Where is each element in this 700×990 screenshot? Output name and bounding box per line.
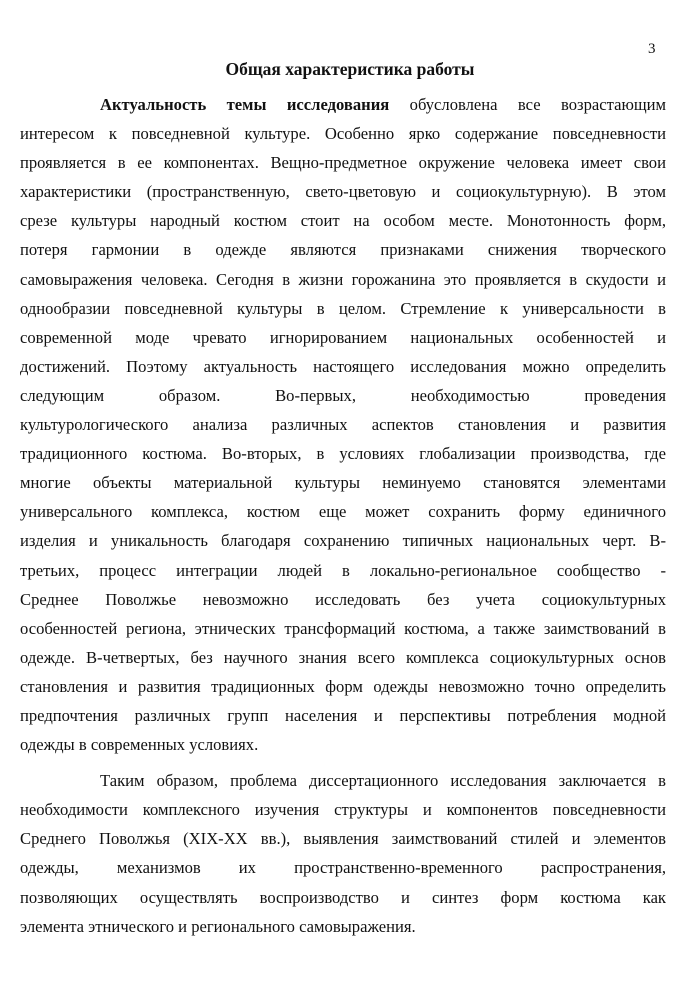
line-text: многие объекты материальной культуры неминуемо становятся элементами xyxy=(20,473,666,493)
page-title: Общая характеристика работы xyxy=(225,59,475,79)
line-text: следующим образом. Во-первых, необходимостью проведения xyxy=(20,385,666,405)
page-number: 3 xyxy=(648,41,656,57)
text-line xyxy=(20,119,666,148)
text-line xyxy=(20,672,666,701)
text-line xyxy=(20,439,666,468)
line-text: достижений. Поэтому актуальность настоящего исследования можно определить xyxy=(20,356,666,376)
text-line xyxy=(20,148,666,177)
line-text: современной моде чревато игнорированием национальных особенностей и xyxy=(20,327,666,347)
text-line xyxy=(20,468,666,497)
text-line xyxy=(20,853,666,882)
paragraph-lead: Актуальность темы исследования xyxy=(100,95,390,114)
text-line xyxy=(20,526,666,555)
line-text: проявляется в ее компонентах. Вещно-предметное окружение человека имеет свои xyxy=(20,153,666,173)
line-text: срезе культуры народный костюм стоит на особом месте. Монотонность форм, xyxy=(20,211,666,231)
line-text: Среднее Поволжье невозможно исследовать без учета социокультурных xyxy=(20,589,666,609)
line-text: Среднего Поволжья (XIX-XX вв.), выявления заимствований стилей и элементов xyxy=(20,829,666,849)
text-line xyxy=(20,643,666,672)
body-text xyxy=(20,90,666,941)
line-text: обусловлена все возрастающим xyxy=(409,95,666,114)
line-text: универсального комплекса, костюм еще может сохранить форму единичного xyxy=(20,502,666,522)
text-line xyxy=(20,795,666,824)
text-line xyxy=(20,824,666,853)
text-line xyxy=(100,766,666,795)
line-text: потеря гармонии в одежде являются признаками снижения творческого xyxy=(20,240,666,260)
line-text: одежды, механизмов их пространственно-временного распространения, xyxy=(20,858,666,878)
text-line xyxy=(20,265,666,294)
line-text: одежды в современных условиях. xyxy=(20,735,259,755)
text-line xyxy=(20,497,666,526)
line-text: особенностей региона, этнических трансформаций костюма, а также заимствований в xyxy=(20,618,666,638)
line-text: элемента этнического и регионального самовыражения. xyxy=(20,916,416,936)
line-text: самовыражения человека. Сегодня в жизни горожанина это проявляется в скудости и xyxy=(20,269,666,289)
line-text: традиционного костюма. Во-вторых, в условиях глобализации производства, где xyxy=(20,444,666,464)
text-line xyxy=(20,235,666,264)
paragraph xyxy=(20,766,666,941)
text-line xyxy=(20,177,666,206)
line-text: становления и развития традиционных форм одежды невозможно точно определить xyxy=(20,676,666,696)
text-line xyxy=(20,323,666,352)
line-text: изделия и уникальность благодаря сохранению типичных национальных черт. В- xyxy=(20,531,666,551)
line-text: предпочтения различных групп населения и перспективы потребления модной xyxy=(20,705,666,725)
line-text: культурологического анализа различных аспектов становления и развития xyxy=(20,415,666,435)
text-line xyxy=(20,883,666,912)
text-line xyxy=(20,206,666,235)
text-line xyxy=(20,410,666,439)
line-text: однообразии повседневной культуры в целом. Стремление к универсальности в xyxy=(20,298,666,318)
text-line xyxy=(20,294,666,323)
line-text: третьих, процесс интеграции людей в локально-региональное сообщество - xyxy=(20,560,666,580)
line-text: одежде. В-четвертых, без научного знания всего комплекса социокультурных основ xyxy=(20,647,666,667)
text-line xyxy=(20,381,666,410)
line-text: интересом к повседневной культуре. Особенно ярко содержание повседневности xyxy=(20,124,666,144)
text-line xyxy=(20,730,666,759)
line-text: Таким образом, проблема диссертационного исследования заключается в xyxy=(100,771,666,791)
paragraph xyxy=(20,90,666,759)
text-line xyxy=(20,701,666,730)
line-text: позволяющих осуществлять воспроизводство и синтез форм костюма как xyxy=(20,887,666,907)
text-line xyxy=(20,912,666,941)
text-line xyxy=(20,556,666,585)
text-line xyxy=(20,614,666,643)
text-line xyxy=(20,352,666,381)
line-text: необходимости комплексного изучения структуры и компонентов повседневности xyxy=(20,800,666,820)
text-line xyxy=(20,585,666,614)
text-line xyxy=(100,90,666,119)
line-text: характеристики (пространственную, свето-цветовую и социокультурную). В этом xyxy=(20,182,666,202)
